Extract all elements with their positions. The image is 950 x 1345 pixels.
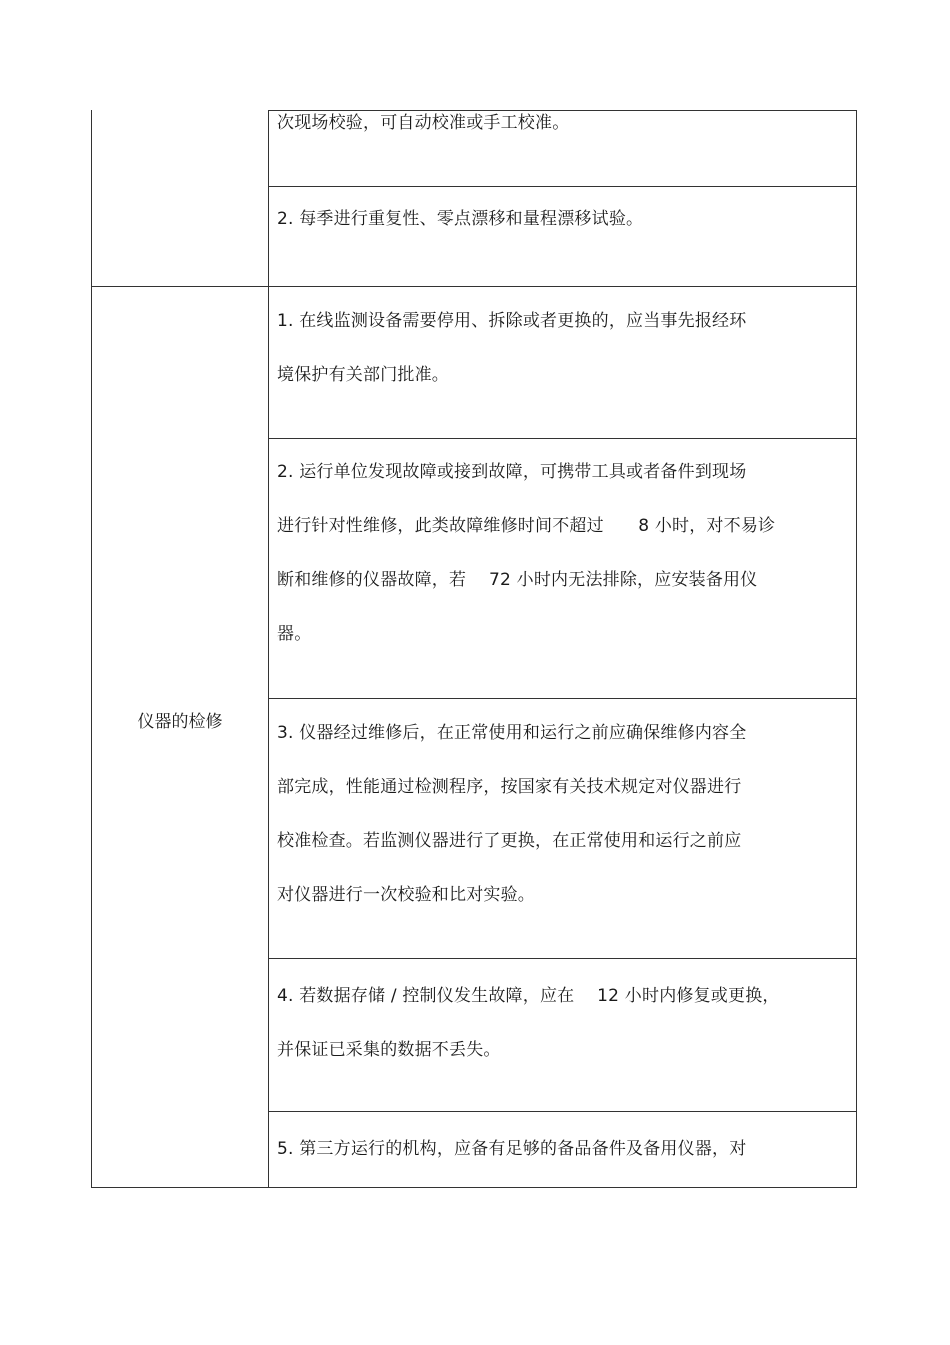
- cell-text-line: 校准检查。若监测仪器进行了更换，在正常使用和运行之前应: [277, 831, 742, 851]
- table-column-divider: [268, 110, 269, 1188]
- cell-text-line: 进行针对性维修，此类故障维修时间不超过 8 小时，对不易诊: [277, 516, 776, 536]
- cell-text-line: 1. 在线监测设备需要停用、拆除或者更换的，应当事先报经环: [277, 311, 747, 331]
- cell-text-line: 2. 运行单位发现故障或接到故障，可携带工具或者备件到现场: [277, 462, 747, 482]
- row-divider: [268, 438, 857, 439]
- table-top-border-right: [268, 110, 857, 111]
- table-left-border: [91, 110, 92, 1188]
- cell-text-line: 断和维修的仪器故障，若 72 小时内无法排除，应安装备用仪: [277, 570, 758, 590]
- cell-text-line: 部完成，性能通过检测程序，按国家有关技术规定对仪器进行: [277, 777, 742, 797]
- cell-text-line: 3. 仪器经过维修后，在正常使用和运行之前应确保维修内容全: [277, 723, 747, 743]
- row-divider: [268, 958, 857, 959]
- row-divider: [268, 186, 857, 187]
- cell-text-line: 5. 第三方运行的机构，应备有足够的备品备件及备用仪器，对: [277, 1139, 747, 1159]
- group-divider: [91, 286, 857, 287]
- category-label: 仪器的检修: [137, 712, 223, 732]
- table-right-border: [856, 110, 857, 1188]
- cell-text-line: 2. 每季进行重复性、零点漂移和量程漂移试验。: [277, 209, 644, 229]
- cell-text-line: 境保护有关部门批准。: [277, 365, 449, 385]
- cell-text-line: 4. 若数据存储 / 控制仪发生故障，应在 12 小时内修复或更换，: [277, 986, 780, 1006]
- row-divider: [268, 698, 857, 699]
- cell-text-line: 器。: [277, 624, 312, 644]
- cell-text-line: 次现场校验，可自动校准或手工校准。: [277, 113, 570, 133]
- table-bottom-border: [91, 1187, 857, 1188]
- cell-text-line: 并保证已采集的数据不丢失。: [277, 1040, 501, 1060]
- cell-text-line: 对仪器进行一次校验和比对实验。: [277, 885, 535, 905]
- row-divider: [268, 1111, 857, 1112]
